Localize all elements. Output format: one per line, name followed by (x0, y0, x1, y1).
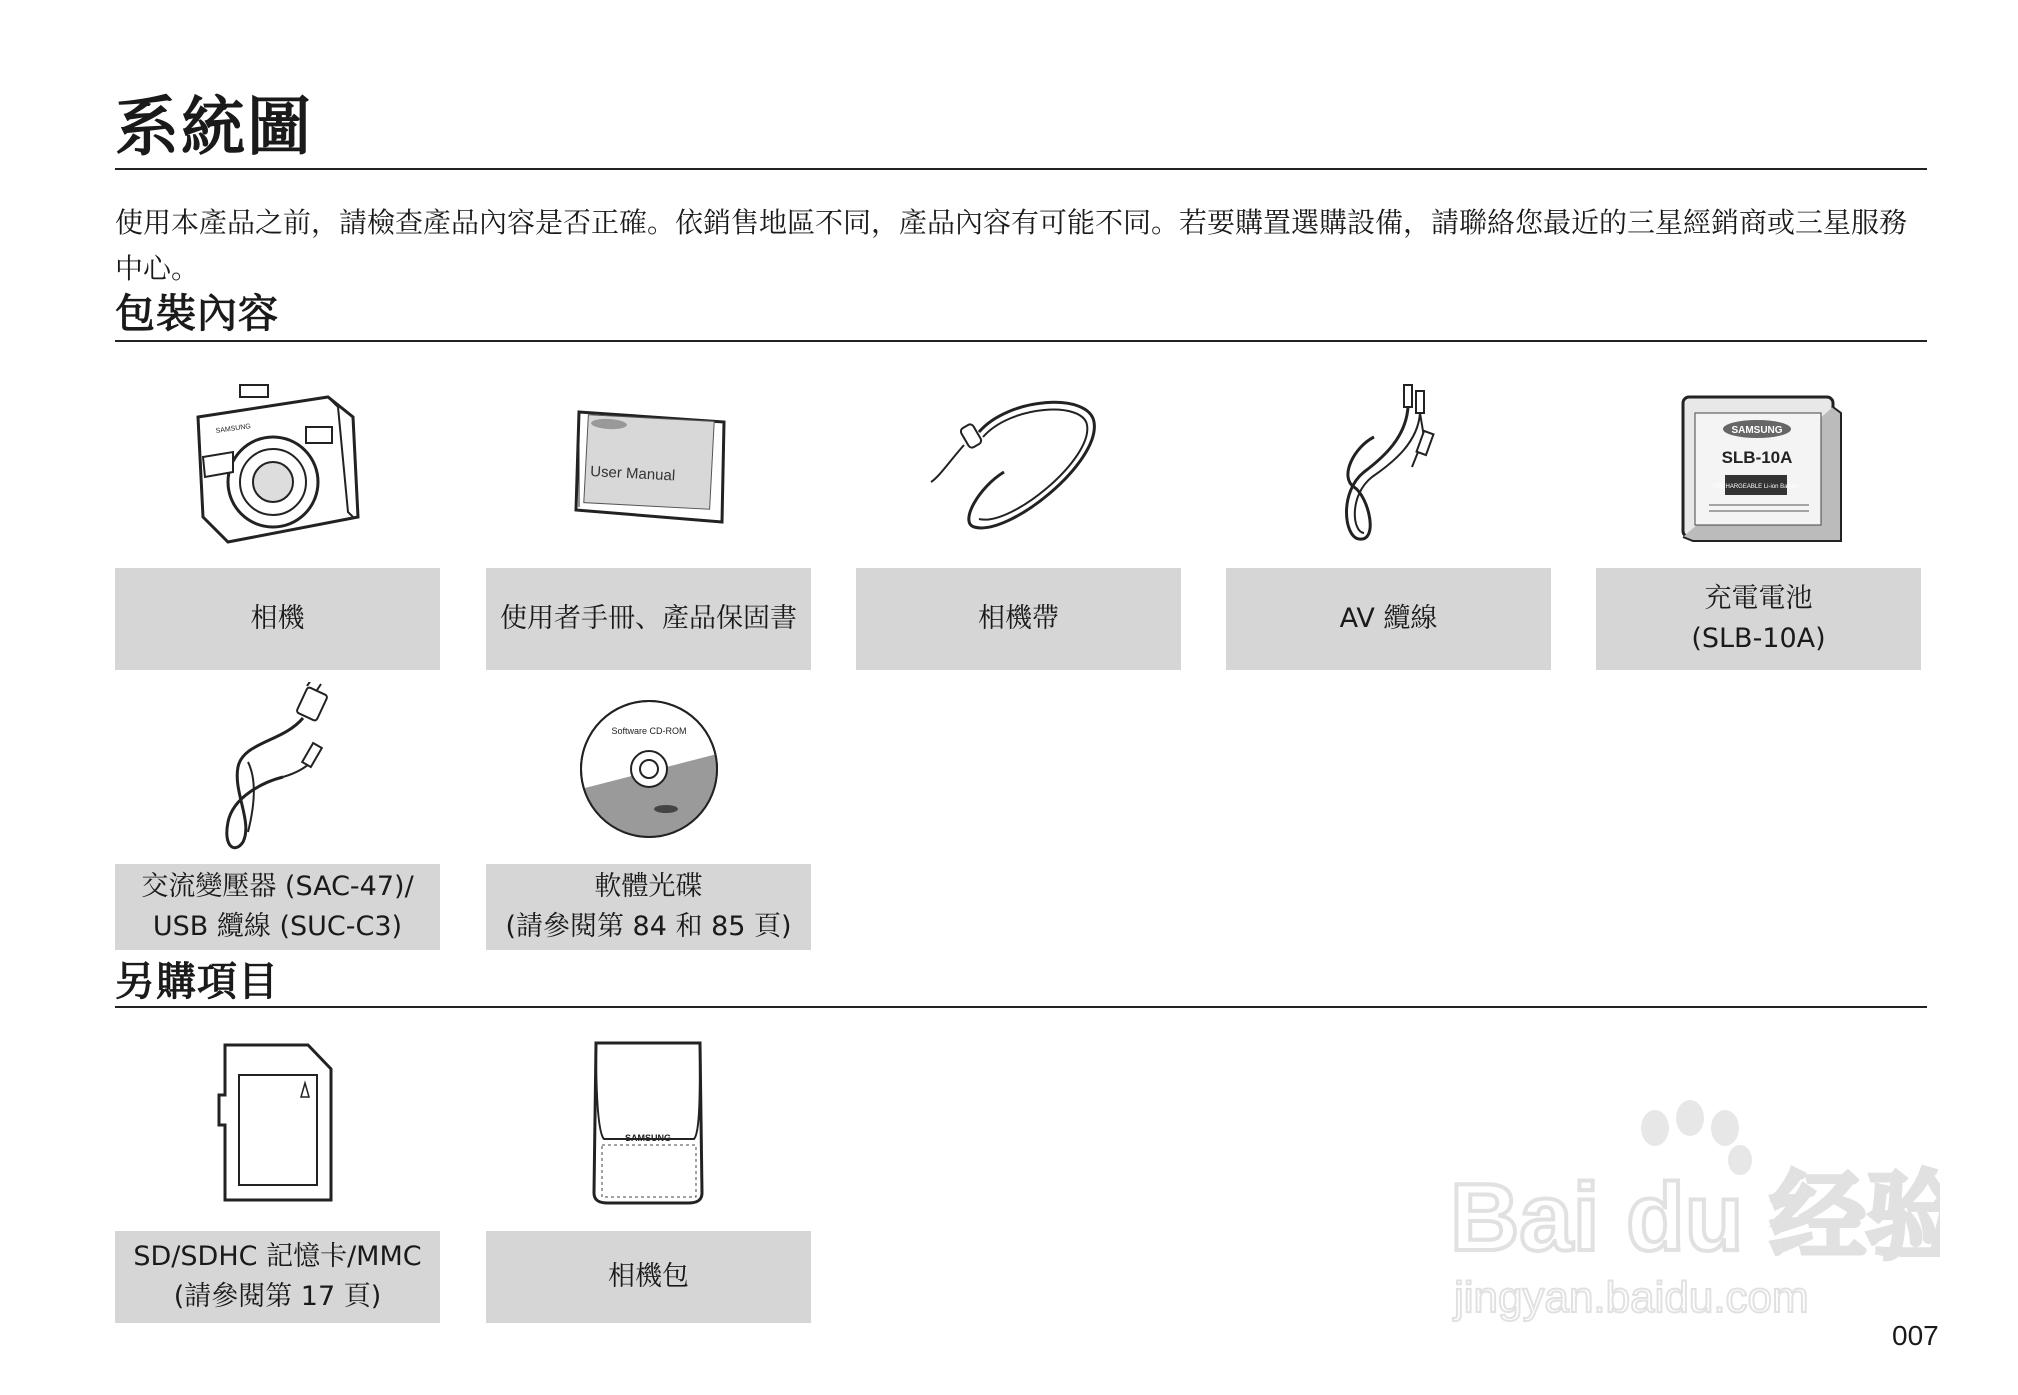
section-title-optional: 另購項目 (115, 959, 279, 1005)
title-divider (115, 168, 1927, 170)
svg-text:RECHARGEABLE Li-ion Battery: RECHARGEABLE Li-ion Battery (1712, 484, 1799, 490)
label-manual: 使用者手冊、產品保固書 (486, 568, 811, 670)
baidu-watermark (1440, 1100, 1940, 1330)
label-camera: 相機 (115, 568, 440, 670)
sd-card-icon (115, 1030, 440, 1210)
section-divider-package (115, 340, 1927, 342)
battery-icon (1596, 372, 1921, 552)
svg-text:Software CD-ROM: Software CD-ROM (610, 726, 687, 736)
section-divider-optional (115, 1006, 1927, 1008)
label-sd-card: SD/SDHC 記憶卡/MMC (請參閱第 17 頁) (115, 1231, 440, 1323)
label-strap: 相機帶 (856, 568, 1181, 670)
svg-text:User Manual: User Manual (589, 463, 676, 485)
cd-rom-icon (486, 680, 811, 858)
ac-adapter-icon (115, 680, 440, 858)
intro-paragraph: 使用本產品之前，請檢查產品內容是否正確。依銷售地區不同，產品內容有可能不同。若要購置選購設備，請聯絡您最近的三星經銷商或三星服務中心。 (115, 206, 1908, 285)
page-number: 007 (1892, 1320, 1939, 1351)
section-title-package: 包裝內容 (115, 291, 279, 337)
label-battery: 充電電池 (SLB-10A) (1596, 568, 1921, 670)
svg-text:SAMSUNG: SAMSUNG (214, 423, 251, 435)
page-title: 系統圖 (115, 91, 313, 165)
svg-text:SAMSUNG: SAMSUNG (1730, 425, 1783, 436)
label-ac-adapter: 交流變壓器 (SAC-47)/ USB 纜線 (SUC-C3) (115, 864, 440, 950)
svg-text:SAMSUNG: SAMSUNG (624, 1132, 671, 1143)
svg-text:jingyan.baidu.com: jingyan.baidu.com (1454, 1273, 1809, 1322)
label-camera-case: 相機包 (486, 1231, 811, 1323)
strap-icon (856, 372, 1181, 552)
av-cable-icon (1226, 372, 1551, 552)
camera-case-icon (486, 1030, 811, 1210)
label-av-cable: AV 纜線 (1226, 568, 1551, 670)
svg-text:SLB-10A: SLB-10A (1721, 448, 1792, 467)
camera-icon (115, 372, 440, 552)
label-cd-rom: 軟體光碟 (請參閱第 84 和 85 頁) (486, 864, 811, 950)
svg-text:Bai du 经验: Bai du 经验 (1450, 1164, 1940, 1271)
manual-icon (486, 372, 811, 552)
